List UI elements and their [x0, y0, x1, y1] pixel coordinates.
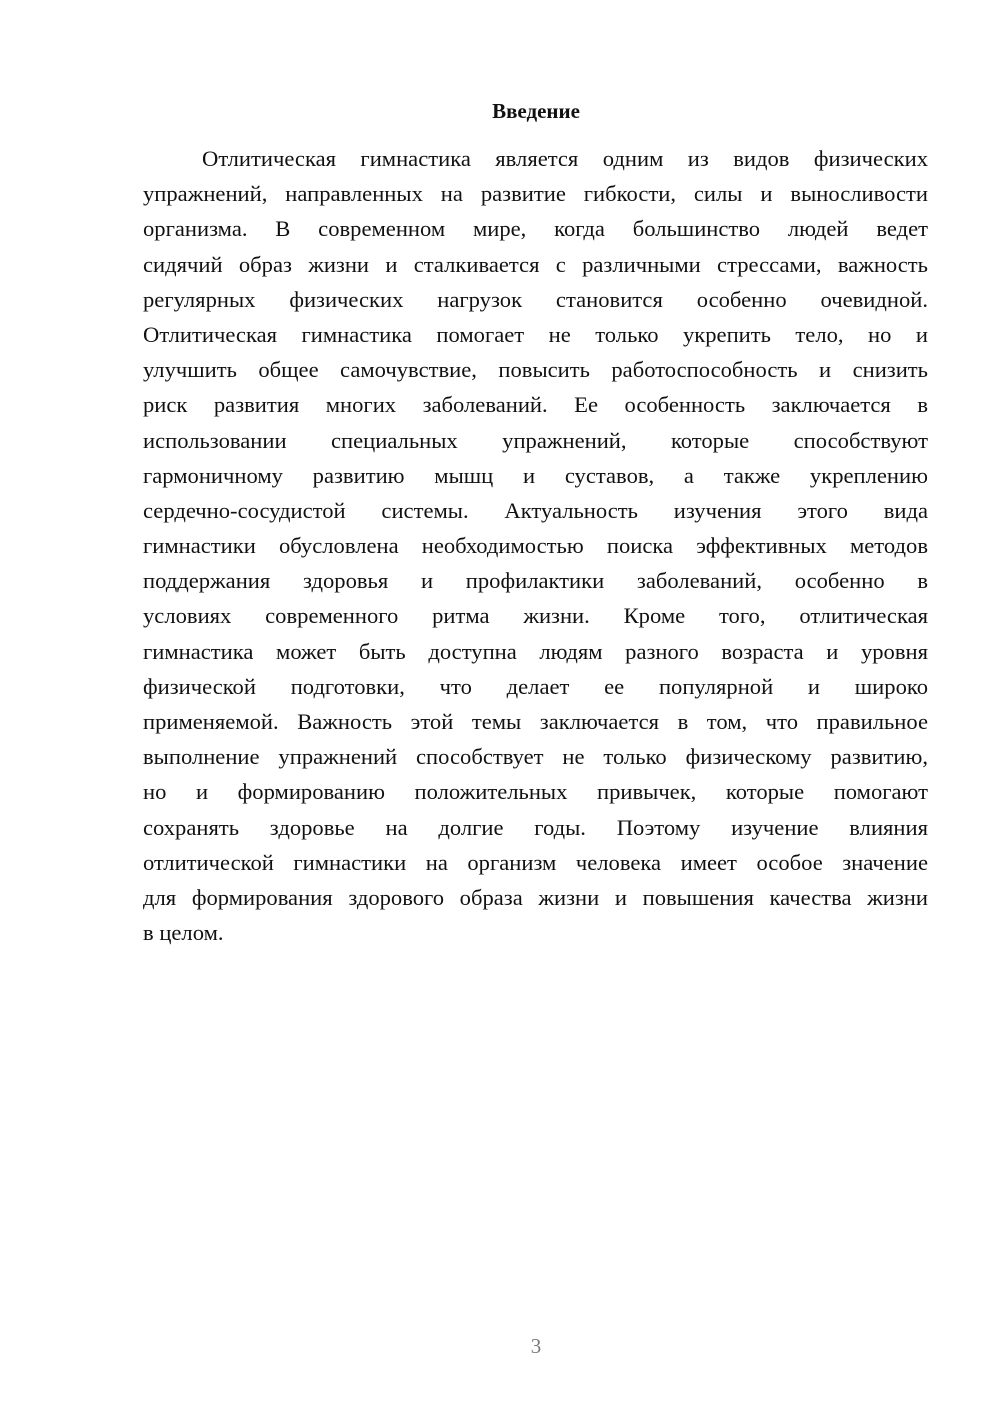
paragraph-line: применяемой. Важность этой темы заключается в том, что правильное	[143, 709, 928, 734]
paragraph-line: риск развития многих заболеваний. Ее особенность заключается в	[143, 392, 928, 418]
paragraph-line: сердечно-сосудистой системы. Актуальность изучения этого вида	[143, 497, 928, 523]
paragraph-line: поддержания здоровья и профилактики заболеваний, особенно в	[143, 568, 928, 594]
paragraph-line: выполнение упражнений способствует не только физическому развитию,	[143, 744, 928, 770]
body-paragraph	[143, 141, 928, 950]
paragraph-line: отлитической гимнастики на организм человека имеет особое значение	[143, 849, 928, 875]
paragraph-line: улучшить общее самочувствие, повысить работоспособность и снизить	[143, 357, 928, 383]
paragraph-line: для формирования здорового образа жизни и повышения качества жизни	[143, 884, 928, 910]
paragraph-line: упражнений, направленных на развитие гибкости, силы и выносливости	[143, 181, 928, 207]
paragraph-line: сохранять здоровье на долгие годы. Поэтому изучение влияния	[143, 814, 928, 840]
page-number: 3	[530, 1334, 542, 1358]
section-heading: Введение	[492, 99, 580, 123]
paragraph-line: в целом.	[143, 920, 224, 946]
paragraph-line: гимнастика может быть доступна людям разного возраста и уровня	[143, 638, 928, 664]
paragraph-line: условиях современного ритма жизни. Кроме того, отлитическая	[143, 603, 928, 629]
paragraph-line: регулярных физических нагрузок становится особенно очевидной.	[143, 286, 928, 312]
paragraph-line: Отлитическая гимнастика помогает не только укрепить тело, но и	[143, 321, 928, 347]
paragraph-line: Отлитическая гимнастика является одним из видов физических	[202, 146, 928, 171]
paragraph-line: гимнастики обусловлена необходимостью поиска эффективных методов	[143, 533, 928, 559]
paragraph-line: гармоничному развитию мышц и суставов, а также укреплению	[143, 462, 928, 488]
paragraph-line: физической подготовки, что делает ее популярной и широко	[143, 673, 928, 699]
paragraph-line: сидячий образ жизни и сталкивается с различными стрессами, важность	[143, 251, 928, 277]
paragraph-line: использовании специальных упражнений, которые способствуют	[143, 427, 928, 453]
paragraph-line: организма. В современном мире, когда большинство людей ведет	[143, 216, 928, 242]
paragraph-line: но и формированию положительных привычек, которые помогают	[143, 779, 928, 805]
